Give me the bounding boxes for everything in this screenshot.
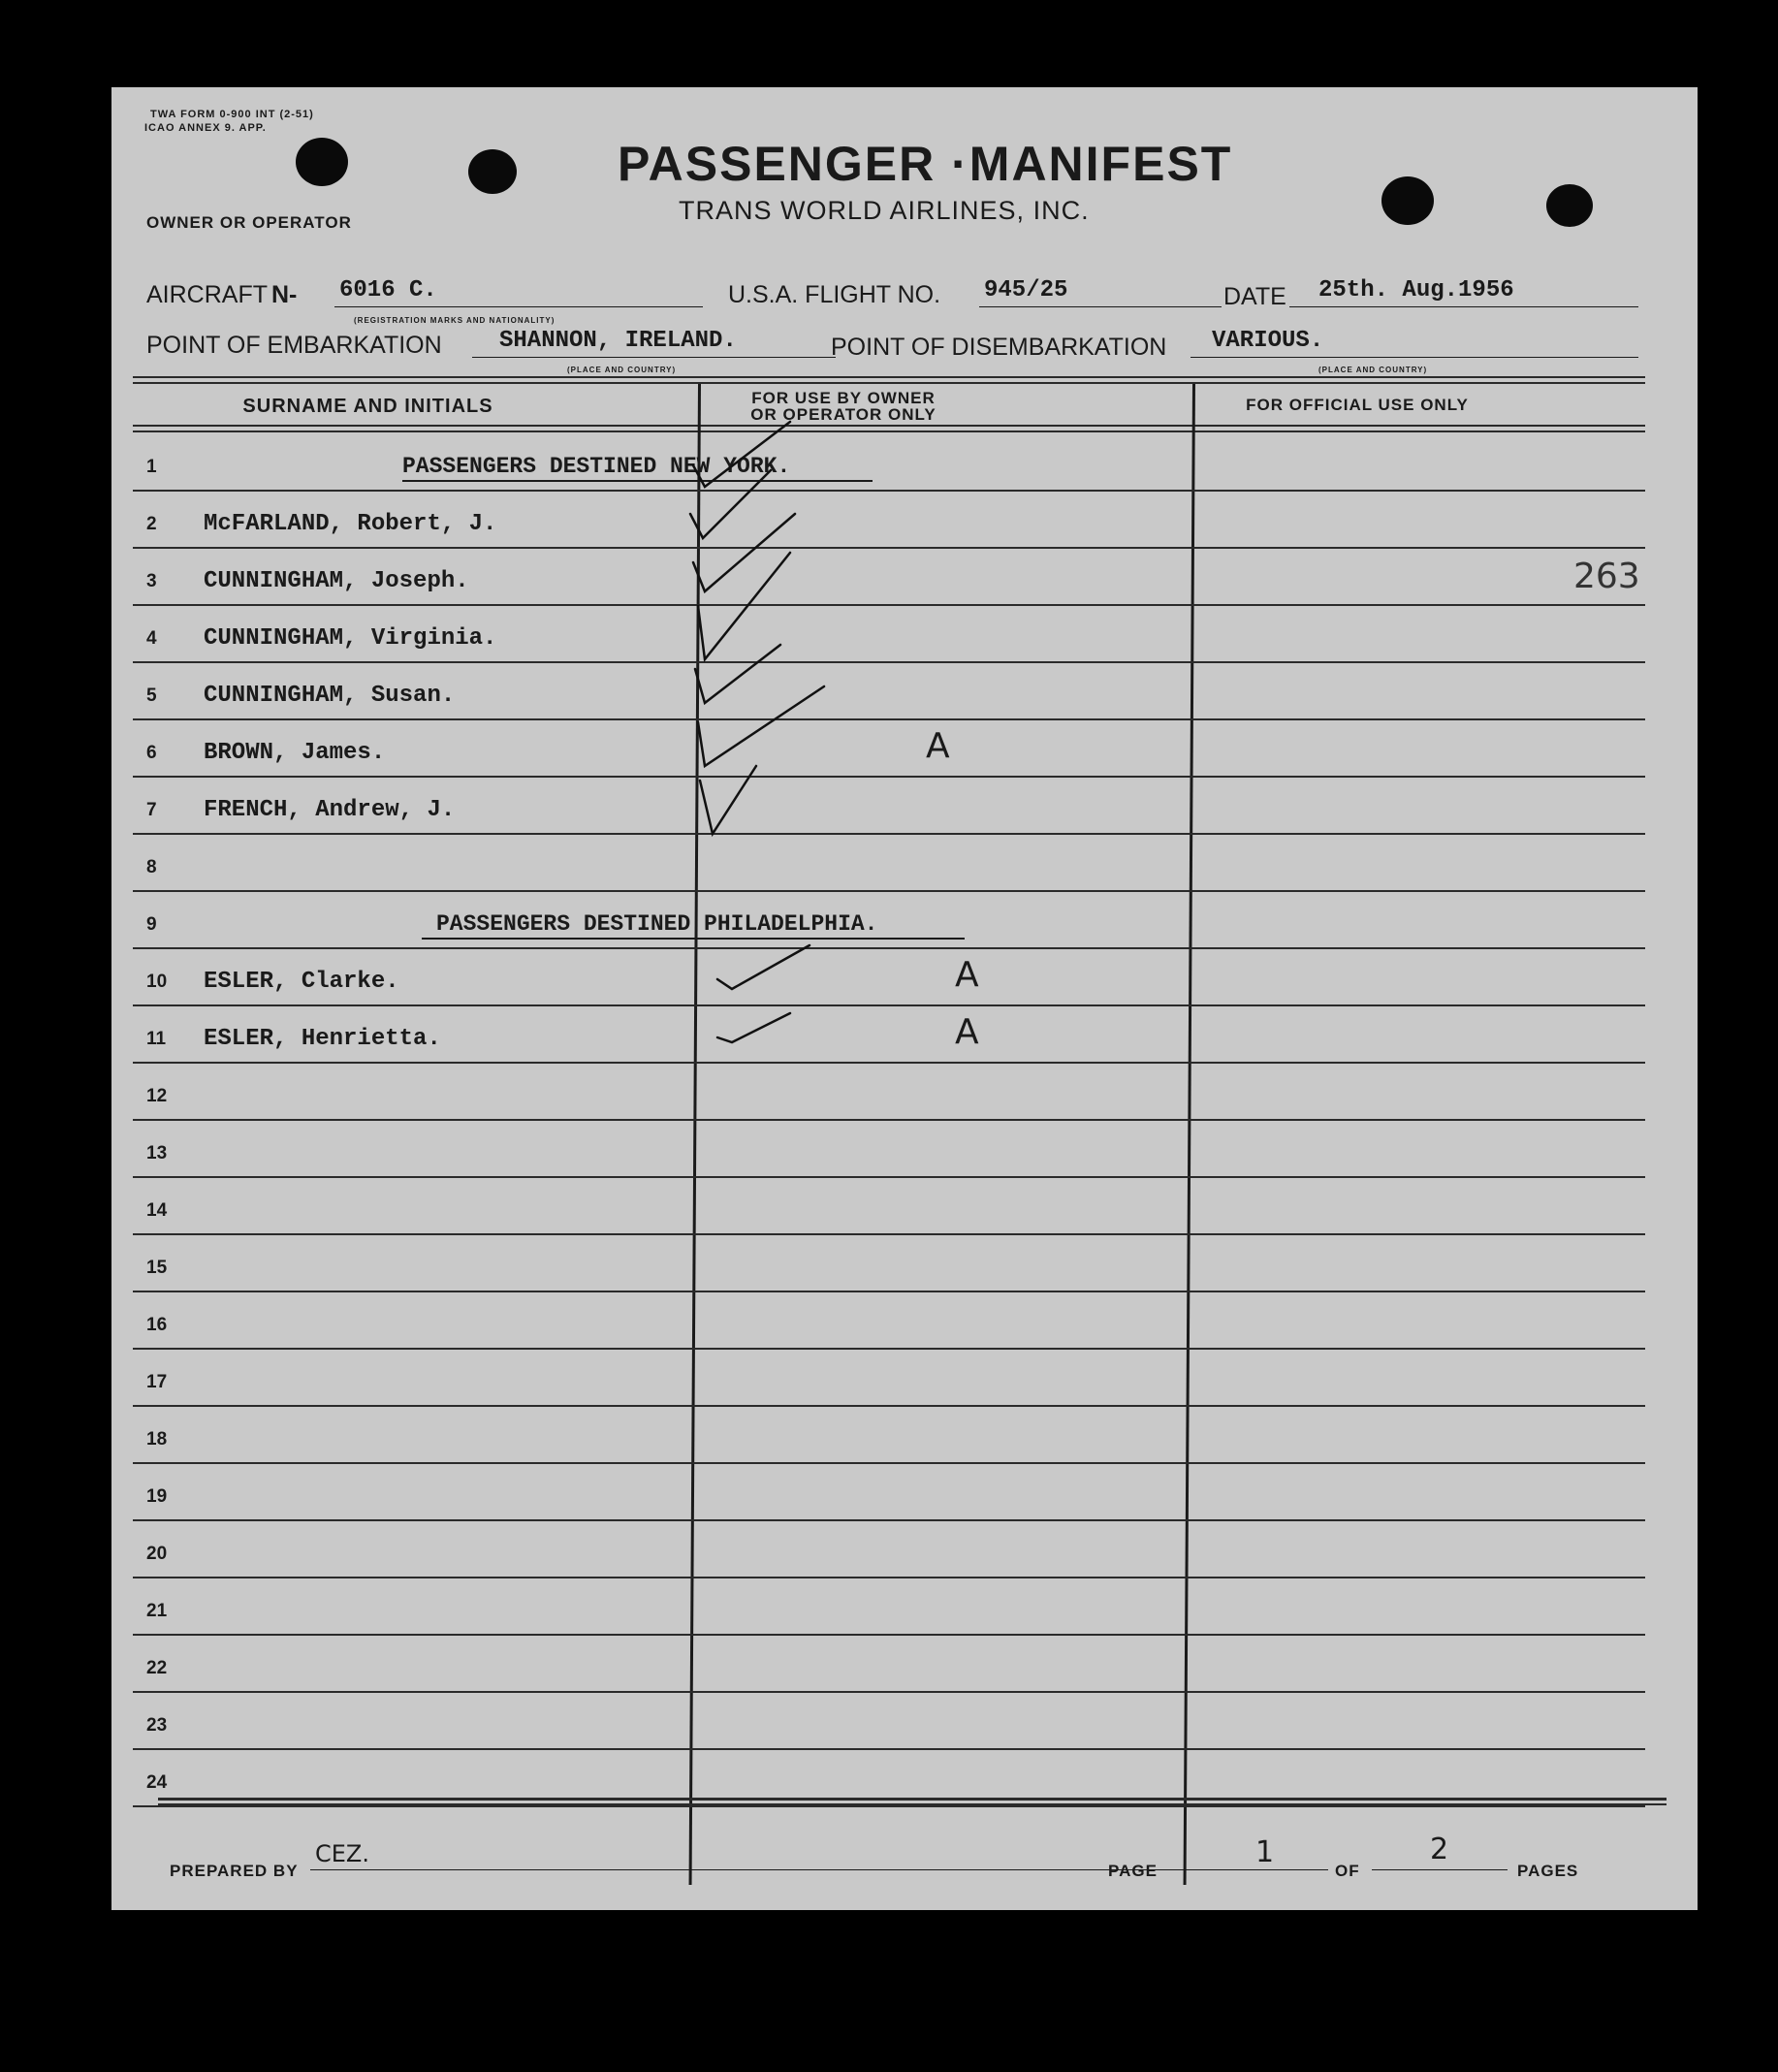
of-label: OF (1335, 1862, 1360, 1880)
row-number: 8 (146, 857, 157, 877)
flight-value: 945/25 (984, 277, 1068, 303)
embarkation-caption: (PLACE AND COUNTRY) (567, 366, 677, 374)
row-number: 3 (146, 571, 157, 591)
row-number: 22 (146, 1658, 168, 1678)
embarkation-value: SHANNON, IRELAND. (499, 328, 737, 354)
disembarkation-caption: (PLACE AND COUNTRY) (1318, 366, 1428, 374)
form-code: TWA FORM 0-900 INT (2-51) (150, 109, 314, 120)
page-label: PAGE (1108, 1862, 1158, 1880)
row-number: 24 (146, 1772, 168, 1793)
prepared-by-value: CEZ. (315, 1840, 369, 1867)
row-number: 6 (146, 743, 157, 763)
column-header-surname: SURNAME AND INITIALS (242, 396, 493, 417)
disembarkation-value: VARIOUS. (1212, 328, 1324, 354)
passenger-name: ESLER, Clarke. (204, 969, 399, 995)
passenger-name: CUNNINGHAM, Joseph. (204, 568, 469, 594)
row-number: 9 (146, 914, 157, 935)
passenger-name: CUNNINGHAM, Virginia. (204, 625, 497, 652)
checkmark-icon (698, 553, 790, 659)
date-value: 25th. Aug.1956 (1318, 277, 1514, 303)
passenger-name: McFARLAND, Robert, J. (204, 511, 497, 537)
section-heading: PASSENGERS DESTINED NEW YORK. (402, 454, 791, 479)
checkmark-icon (717, 945, 810, 989)
manifest-sheet (111, 87, 1698, 1910)
column-header-official: FOR OFFICIAL USE ONLY (1246, 396, 1469, 414)
check-marks-overlay (111, 87, 1698, 1910)
owner-label: OWNER OR OPERATOR (146, 213, 352, 232)
checkmark-icon (698, 686, 824, 766)
row-number: 5 (146, 685, 157, 706)
row-number: 13 (146, 1143, 168, 1164)
page-value: 1 (1255, 1835, 1275, 1869)
row-number: 2 (146, 514, 157, 534)
page-title: PASSENGER ·MANIFEST (618, 137, 1233, 191)
row-number: 11 (146, 1029, 167, 1049)
flight-label: U.S.A. FLIGHT NO. (728, 281, 941, 308)
checkmark-icon (693, 514, 795, 591)
column-header-owner: FOR USE BY OWNER OR OPERATOR ONLY (750, 389, 937, 424)
row-number: 4 (146, 628, 157, 649)
passenger-name: ESLER, Henrietta. (204, 1026, 441, 1052)
owner-mark: A (955, 955, 979, 995)
pages-label: PAGES (1517, 1862, 1579, 1880)
row-number: 20 (146, 1544, 168, 1564)
passenger-name: FRENCH, Andrew, J. (204, 797, 456, 823)
checkmark-icon (717, 1013, 790, 1042)
date-label: DATE (1223, 283, 1286, 310)
prepared-by-label: PREPARED BY (170, 1862, 299, 1880)
section-heading: PASSENGERS DESTINED PHILADELPHIA. (436, 911, 878, 937)
checkmark-icon (693, 422, 790, 487)
passenger-name: CUNNINGHAM, Susan. (204, 683, 456, 709)
aircraft-label: AIRCRAFT N- (146, 281, 298, 308)
row-number: 16 (146, 1315, 168, 1335)
row-number: 21 (146, 1601, 168, 1621)
airline-name: TRANS WORLD AIRLINES, INC. (679, 196, 1090, 225)
row-number: 10 (146, 972, 168, 992)
checkmark-icon (700, 766, 756, 834)
form-annex: ICAO ANNEX 9. APP. (144, 122, 267, 134)
registration-caption: (REGISTRATION MARKS AND NATIONALITY) (354, 316, 556, 325)
owner-mark: A (926, 726, 950, 766)
row-number: 14 (146, 1200, 168, 1221)
row-number: 15 (146, 1258, 168, 1278)
embarkation-label: POINT OF EMBARKATION (146, 332, 442, 359)
disembarkation-label: POINT OF DISEMBARKATION (831, 334, 1167, 361)
row-number: 19 (146, 1486, 168, 1507)
row-number: 1 (146, 457, 157, 477)
row-number: 12 (146, 1086, 168, 1106)
row-number: 17 (146, 1372, 168, 1392)
aircraft-value: 6016 C. (339, 277, 437, 303)
of-value: 2 (1430, 1833, 1449, 1866)
row-number: 18 (146, 1429, 168, 1450)
owner-mark: A (955, 1012, 979, 1052)
row-number: 23 (146, 1715, 168, 1736)
passenger-name: BROWN, James. (204, 740, 386, 766)
row-number: 7 (146, 800, 157, 820)
official-entry: 263 (1573, 557, 1640, 596)
